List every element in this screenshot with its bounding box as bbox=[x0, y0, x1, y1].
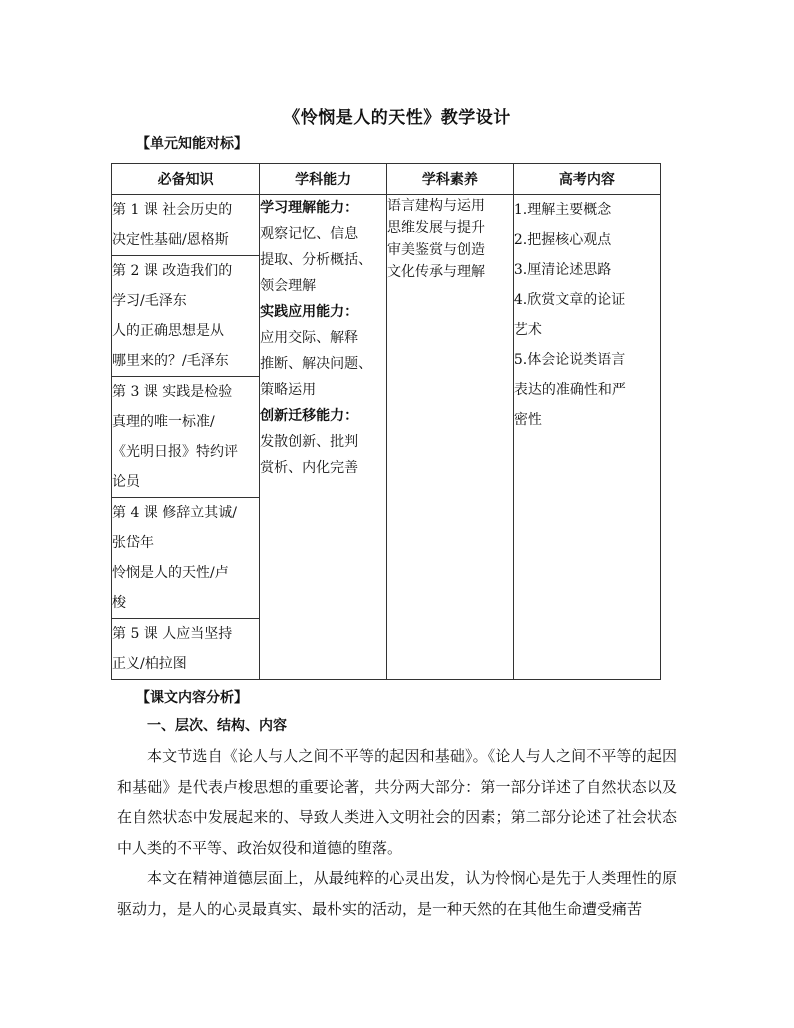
exam-line: 2.把握核心观点 bbox=[513, 232, 612, 248]
exam-content-cell bbox=[513, 195, 660, 680]
lesson-line: 第 5 课 人应当坚持 bbox=[112, 626, 233, 642]
ability-line: 提取、分析概括、 bbox=[260, 252, 373, 268]
lesson-line: 《光明日报》特约评 bbox=[112, 444, 238, 460]
lesson-line: 梭 bbox=[112, 595, 126, 611]
exam-line: 表达的准确性和严 bbox=[513, 382, 626, 398]
lesson-line: 论员 bbox=[112, 474, 140, 490]
literacy-line: 文化传承与理解 bbox=[387, 264, 485, 280]
lesson-line: 正义/柏拉图 bbox=[112, 656, 187, 672]
ability-line: 发散创新、批判 bbox=[260, 434, 359, 450]
lesson-line: 决定性基础/恩格斯 bbox=[112, 232, 229, 248]
ability-line: 策略运用 bbox=[260, 382, 317, 398]
literacy-cell bbox=[387, 195, 514, 680]
literacy-line: 语言建构与运用 bbox=[387, 198, 485, 214]
header-subject-ability: 学科能力 bbox=[260, 164, 387, 195]
exam-line: 1.理解主要概念 bbox=[513, 202, 612, 218]
literacy-line: 思维发展与提升 bbox=[387, 220, 485, 236]
exam-line: 艺术 bbox=[513, 322, 542, 338]
ability-heading: 学习理解能力： bbox=[260, 200, 359, 216]
lesson-line: 第 2 课 改造我们的 bbox=[112, 263, 233, 279]
lesson-line: 人的正确思想是从 bbox=[112, 323, 224, 339]
subsection-heading-structure: 一、层次、结构、内容 bbox=[147, 718, 287, 734]
ability-heading: 创新迁移能力： bbox=[260, 408, 359, 424]
ability-line: 观察记忆、信息 bbox=[260, 226, 359, 242]
ability-line: 赏析、内化完善 bbox=[260, 460, 359, 476]
lesson-cell-4 bbox=[112, 498, 260, 619]
lesson-line: 第 3 课 实践是检验 bbox=[112, 384, 233, 400]
exam-line: 密性 bbox=[513, 412, 542, 428]
body-paragraph: 本文在精神道德层面上，从最纯粹的心灵出发，认为怜悯心是先于人类理性的原驱动力，是人的心灵最真实、最朴实的活动，是一种天然的在其他生命遭受痛苦 bbox=[117, 869, 677, 918]
lesson-line: 第 4 课 修辞立其诚/ bbox=[112, 505, 237, 521]
document-title: 《怜悯是人的天性》教学设计 bbox=[283, 108, 511, 128]
exam-line: 3.厘清论述思路 bbox=[513, 262, 612, 278]
body-paragraph: 本文节选自《论人与人之间不平等的起因和基础》。《论人与人之间不平等的起因和基础》是代表卢梭思想的重要论著，共分两大部分：第一部分详述了自然状态以及在自然状态中发展起来的、导致人类进入文明社会的因素；第二部分论述了社会状态中人类的不平等、政治奴役和道德的堕落。 bbox=[117, 747, 677, 857]
lesson-line: 第 1 课 社会历史的 bbox=[112, 202, 233, 218]
exam-line: 4.欣赏文章的论证 bbox=[513, 292, 626, 308]
knowledge-ability-table bbox=[111, 163, 661, 680]
section-heading-text-analysis: 【课文内容分析】 bbox=[136, 690, 248, 706]
ability-heading: 实践应用能力： bbox=[260, 304, 359, 320]
lesson-line: 张岱年 bbox=[112, 535, 154, 551]
header-required-knowledge: 必备知识 bbox=[112, 164, 260, 195]
ability-line: 推断、解决问题、 bbox=[260, 356, 373, 372]
lesson-line: 学习/毛泽东 bbox=[112, 293, 187, 309]
ability-line: 领会理解 bbox=[260, 278, 317, 294]
lesson-cell-3 bbox=[112, 377, 260, 498]
header-subject-literacy: 学科素养 bbox=[387, 164, 514, 195]
lesson-cell-2 bbox=[112, 256, 260, 377]
lesson-cell-5 bbox=[112, 619, 260, 680]
ability-line: 应用交际、解释 bbox=[260, 330, 359, 346]
lesson-cell-1 bbox=[112, 195, 260, 256]
exam-line: 5.体会论说类语言 bbox=[513, 352, 626, 368]
ability-cell bbox=[260, 195, 387, 680]
header-exam-content: 高考内容 bbox=[513, 164, 660, 195]
lesson-line: 怜悯是人的天性/卢 bbox=[112, 565, 229, 581]
literacy-line: 审美鉴赏与创造 bbox=[387, 242, 485, 258]
lesson-line: 哪里来的？/毛泽东 bbox=[112, 353, 229, 369]
lesson-line: 真理的唯一标准/ bbox=[112, 414, 215, 430]
table-row bbox=[112, 195, 661, 256]
table-header-row bbox=[112, 164, 661, 195]
section-heading-unit-alignment: 【单元知能对标】 bbox=[136, 136, 248, 152]
